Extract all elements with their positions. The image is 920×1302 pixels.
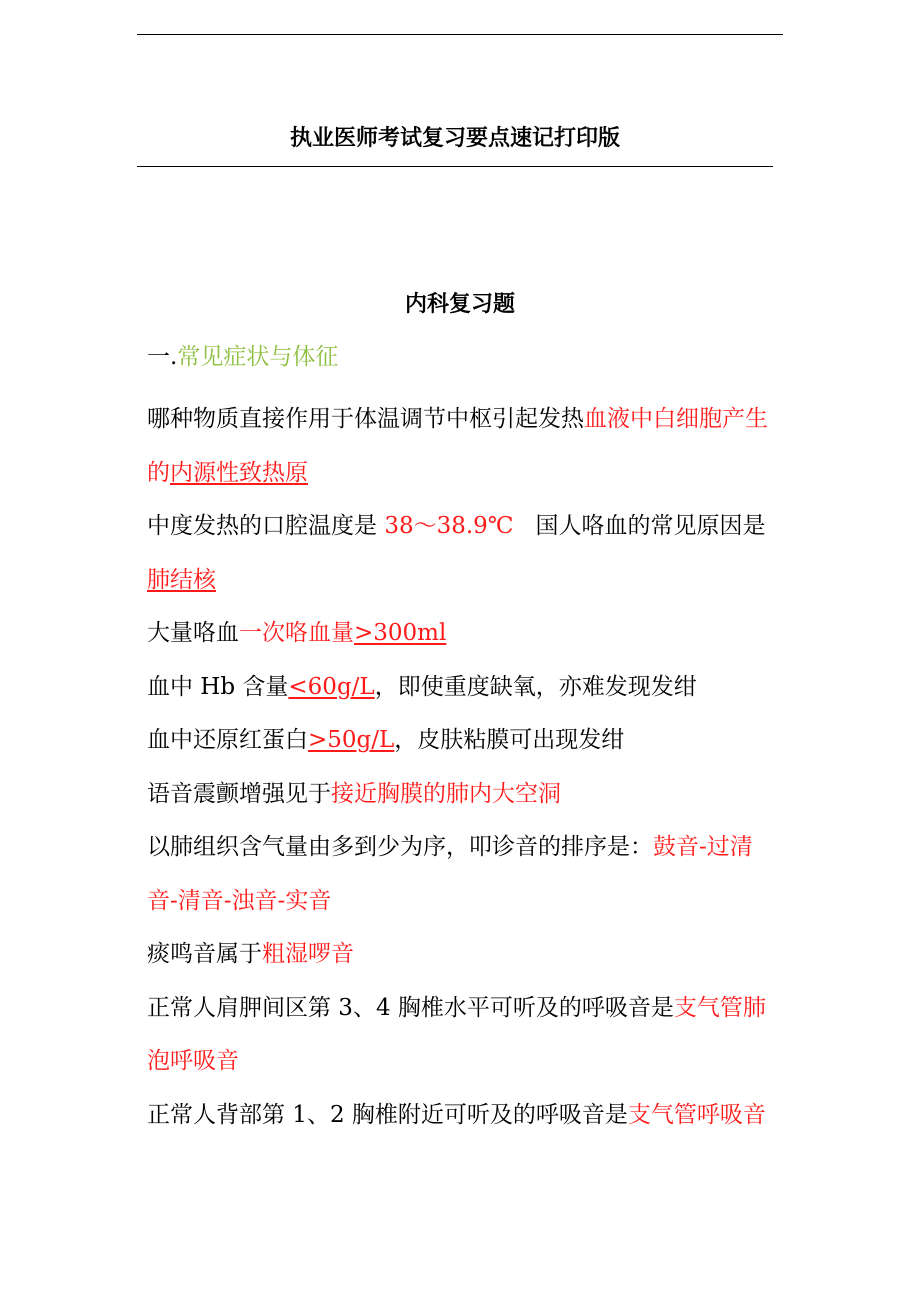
list-item — [147, 607, 777, 661]
answer-text: 一次咯血量 — [239, 620, 354, 646]
document-title: 执业医师考试复习要点速记打印版 — [289, 125, 620, 151]
answer-text: 38～38.9℃ — [384, 513, 514, 539]
answer-text: 支气管呼吸音 — [627, 1101, 766, 1128]
chapter-title: 常见症状与体征 — [177, 344, 339, 370]
question-text: 以肺组织含气量由多到少为序，叩诊音的排序是： — [147, 834, 653, 860]
answer-text: 支气管肺泡呼吸音 — [147, 994, 766, 1074]
question-text: 正常人背部第 1、2 胸椎附近可听及的呼吸音是 — [147, 1101, 628, 1128]
question-text: 大量咯血 — [147, 620, 239, 646]
answer-text: 接近胸膜的肺内大空洞 — [331, 780, 561, 807]
question-text: 血中还原红蛋白 — [147, 727, 308, 753]
title-underline — [137, 166, 773, 167]
section-title: 内科复习题 — [404, 291, 515, 317]
answer-text: 鼓音-过清音-清音-浊音-实音 — [147, 834, 753, 914]
answer-text: 血液中白细胞产生的 — [147, 406, 768, 486]
question-text: 语音震颤增强见于 — [147, 780, 331, 807]
list-item — [147, 500, 777, 607]
top-divider — [137, 34, 783, 35]
question-text: 血中 Hb 含量 — [147, 673, 289, 700]
list-item — [147, 928, 777, 982]
list-item — [147, 821, 777, 928]
tail-text: ，皮肤粘膜可出现发绀 — [394, 727, 625, 753]
answer-text-underlined: >50g/L — [308, 727, 395, 753]
list-item — [147, 768, 777, 822]
question-text: 国人咯血的常见原因是 — [535, 513, 766, 539]
list-item — [147, 393, 777, 500]
list-item — [147, 714, 777, 768]
chapter-heading — [147, 340, 338, 374]
tail-text: ，即使重度缺氧，亦难发现发绀 — [374, 673, 697, 700]
answer-text-underlined: <60g/L — [288, 673, 375, 700]
chapter-number: 一. — [147, 344, 178, 370]
question-text: 痰鸣音属于 — [147, 941, 262, 967]
question-list — [147, 393, 777, 1142]
list-item — [147, 1089, 777, 1143]
list-item — [147, 982, 777, 1089]
question-text: 哪种物质直接作用于体温调节中枢引起发热 — [147, 406, 584, 432]
answer-text-underlined: 内源性致热原 — [170, 459, 308, 486]
answer-text-underlined: >300ml — [354, 620, 447, 646]
question-text: 正常人肩胛间区第 3、4 胸椎水平可听及的呼吸音是 — [147, 994, 674, 1021]
question-text: 中度发热的口腔温度是 — [147, 513, 377, 539]
answer-text-underlined: 肺结核 — [147, 566, 216, 593]
answer-text: 粗湿啰音 — [262, 941, 354, 967]
list-item — [147, 661, 777, 715]
